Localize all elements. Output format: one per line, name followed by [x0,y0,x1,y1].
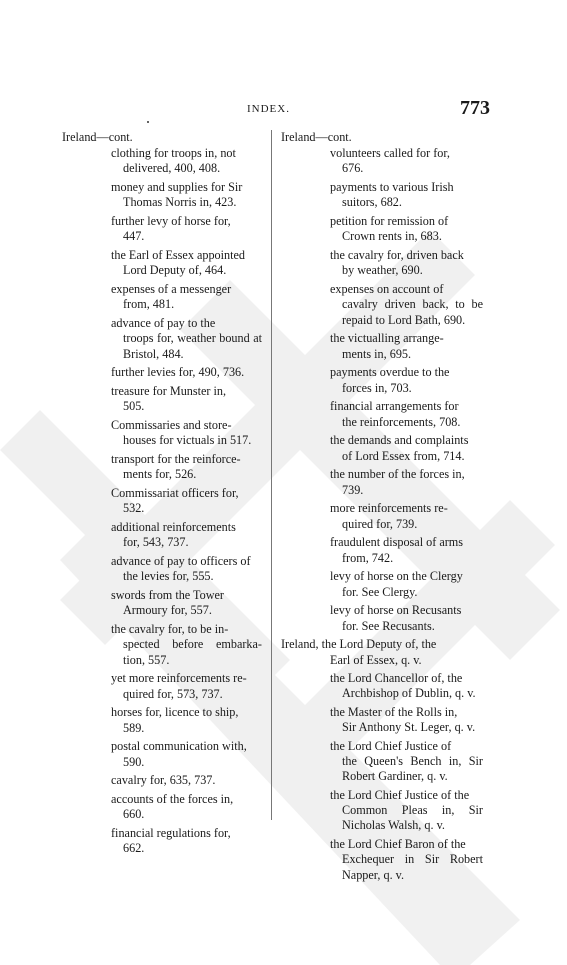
entry-first-line: additional reinforcements [111,520,236,535]
entry-continuation: Archbishop of Dublin, q. v. [342,686,476,701]
entry-continuation: Exchequer in Sir Robert Napper, q. v. [342,852,483,882]
entry-first-line: the Earl of Essex appointed [111,248,246,263]
index-entry [281,214,483,244]
index-entry [62,520,262,550]
entry-first-line: the Master of the Rolls in, [330,704,458,719]
entry-continuation: troops for, weather bound at Bristol, 484. [123,331,262,361]
main-index-entry [281,637,483,667]
entry-continuation: Earl of Essex, q. v. [330,652,422,667]
entry-first-line: transport for the reinforce- [111,452,241,467]
entry-first-line: the number of the forces in, [330,467,465,482]
index-entry [62,384,262,414]
entry-first-line: the Lord Chief Baron of the [330,837,466,852]
index-entry [62,739,262,769]
index-entry [62,588,262,618]
column-heading: Ireland—cont. [62,130,133,144]
index-entry [62,282,262,312]
entry-continuation: 676. [342,161,364,176]
entry-continuation: ments for, 526. [123,467,197,482]
entry-first-line: horses for, licence to ship, [111,705,239,720]
entry-first-line: accounts of the forces in, [111,792,234,807]
index-entry [62,773,262,788]
entry-first-line: expenses of a messenger [111,282,232,297]
entry-continuation: 505. [123,399,145,414]
entry-continuation: forces in, 703. [342,380,412,395]
entry-continuation: Sir Anthony St. Leger, q. v. [342,720,476,735]
entry-first-line: the Lord Chancellor of, the [330,670,463,685]
entry-continuation: ments in, 695. [342,346,412,361]
entry-continuation: of Lord Essex from, 714. [342,448,465,463]
column-heading: Ireland—cont. [281,130,352,144]
entry-first-line: fraudulent disposal of arms [330,535,464,550]
index-entry [62,418,262,448]
entry-continuation: by weather, 690. [342,263,423,278]
index-entry [62,248,262,278]
index-entry [62,622,262,668]
entry-first-line: the demands and complaints [330,433,469,448]
index-entry [281,671,483,701]
entry-first-line: postal communication with, [111,739,247,754]
entry-continuation: Lord Deputy of, 464. [123,263,227,278]
entry-first-line: expenses on account of [330,282,444,297]
entry-first-line: cavalry for, 635, 737. [111,773,216,788]
index-entry [281,433,483,463]
entry-continuation: 590. [123,754,145,769]
index-entry [281,282,483,328]
entry-first-line: payments overdue to the [330,365,450,380]
entry-continuation: from, 742. [342,550,394,565]
index-entry [62,554,262,584]
entry-continuation: for. See Clergy. [342,584,418,599]
page-number: 773 [460,97,490,119]
entry-continuation: Armoury for, 557. [123,603,212,618]
entry-continuation: Crown rents in, 683. [342,229,442,244]
entry-continuation: for, 543, 737. [123,535,189,550]
index-entry [281,837,483,883]
index-entry [62,316,262,362]
entry-continuation: quired for, 573, 737. [123,686,223,701]
entry-continuation: 660. [123,807,145,822]
index-entry [62,452,262,482]
entry-continuation: 532. [123,501,145,516]
entry-first-line: money and supplies for Sir [111,180,243,195]
entry-first-line: levy of horse on Recusants [330,603,462,618]
index-entry [62,365,262,380]
entry-first-line: Commissaries and store- [111,418,232,433]
entry-first-line: financial regulations for, [111,826,231,841]
index-entry [281,467,483,497]
entry-continuation: quired for, 739. [342,516,418,531]
index-entry [281,399,483,429]
index-entry [281,569,483,599]
stray-dot [147,121,149,123]
entry-first-line: swords from the Tower [111,588,224,603]
page-header-title: INDEX. [247,103,290,115]
entry-continuation: Common Pleas in, Sir Nicholas Walsh, q. v. [342,803,483,833]
entry-first-line: yet more reinforcements re- [111,671,247,686]
entry-continuation: spected before embarka- tion, 557. [123,637,262,667]
entry-first-line: the Lord Chief Justice of the [330,788,470,803]
entry-first-line: advance of pay to officers of [111,554,251,569]
entry-first-line: payments to various Irish [330,180,454,195]
left-column [62,130,262,860]
index-entry [281,146,483,176]
index-entry [62,214,262,244]
index-entry [62,792,262,822]
entry-first-line: the cavalry for, driven back [330,248,464,263]
entry-first-line: clothing for troops in, not [111,146,236,161]
entry-continuation: houses for victuals in 517. [123,433,252,448]
entry-continuation: Thomas Norris in, 423. [123,195,237,210]
entry-continuation: 662. [123,841,145,856]
index-entry [281,603,483,633]
index-entry [281,739,483,785]
entry-continuation: 447. [123,229,145,244]
index-entry [281,705,483,735]
entry-continuation: for. See Recusants. [342,618,435,633]
entry-continuation: delivered, 400, 408. [123,161,221,176]
sub-entries [281,671,483,883]
entry-continuation: 589. [123,720,145,735]
entry-first-line: treasure for Munster in, [111,384,227,399]
entry-continuation: cavalry driven back, to be repaid to Lord Bath, 690. [342,297,483,327]
index-entry [281,331,483,361]
entry-first-line: Commissariat officers for, [111,486,239,501]
index-entry [62,146,262,176]
index-entry [281,248,483,278]
entry-first-line: further levy of horse for, [111,214,231,229]
right-column [281,130,483,886]
index-entry [62,826,262,856]
entry-first-line: Ireland, the Lord Deputy of, the [281,637,437,652]
index-entry [281,788,483,834]
index-entry [62,671,262,701]
entry-continuation: the levies for, 555. [123,569,214,584]
column-divider [271,130,272,820]
index-entry [62,180,262,210]
entry-first-line: further levies for, 490, 736. [111,365,245,380]
entry-continuation: the Queen's Bench in, Sir Robert Gardiner, q. v. [342,754,483,784]
index-entry [281,180,483,210]
entry-first-line: petition for remission of [330,214,449,229]
entry-continuation: suitors, 682. [342,195,402,210]
entry-first-line: more reinforcements re- [330,501,448,516]
entry-first-line: the Lord Chief Justice of [330,738,452,753]
entry-continuation: from, 481. [123,297,175,312]
index-entry [62,486,262,516]
index-entry [281,501,483,531]
index-entry [281,365,483,395]
entry-first-line: advance of pay to the [111,316,216,331]
index-entry [62,705,262,735]
entry-continuation: 739. [342,482,364,497]
entry-continuation: the reinforcements, 708. [342,414,461,429]
entry-first-line: the cavalry for, to be in- [111,622,229,637]
index-entry [281,535,483,565]
entry-first-line: levy of horse on the Clergy [330,569,463,584]
entry-first-line: volunteers called for for, [330,146,450,161]
entry-first-line: the victualling arrange- [330,331,444,346]
entry-first-line: financial arrangements for [330,399,459,414]
